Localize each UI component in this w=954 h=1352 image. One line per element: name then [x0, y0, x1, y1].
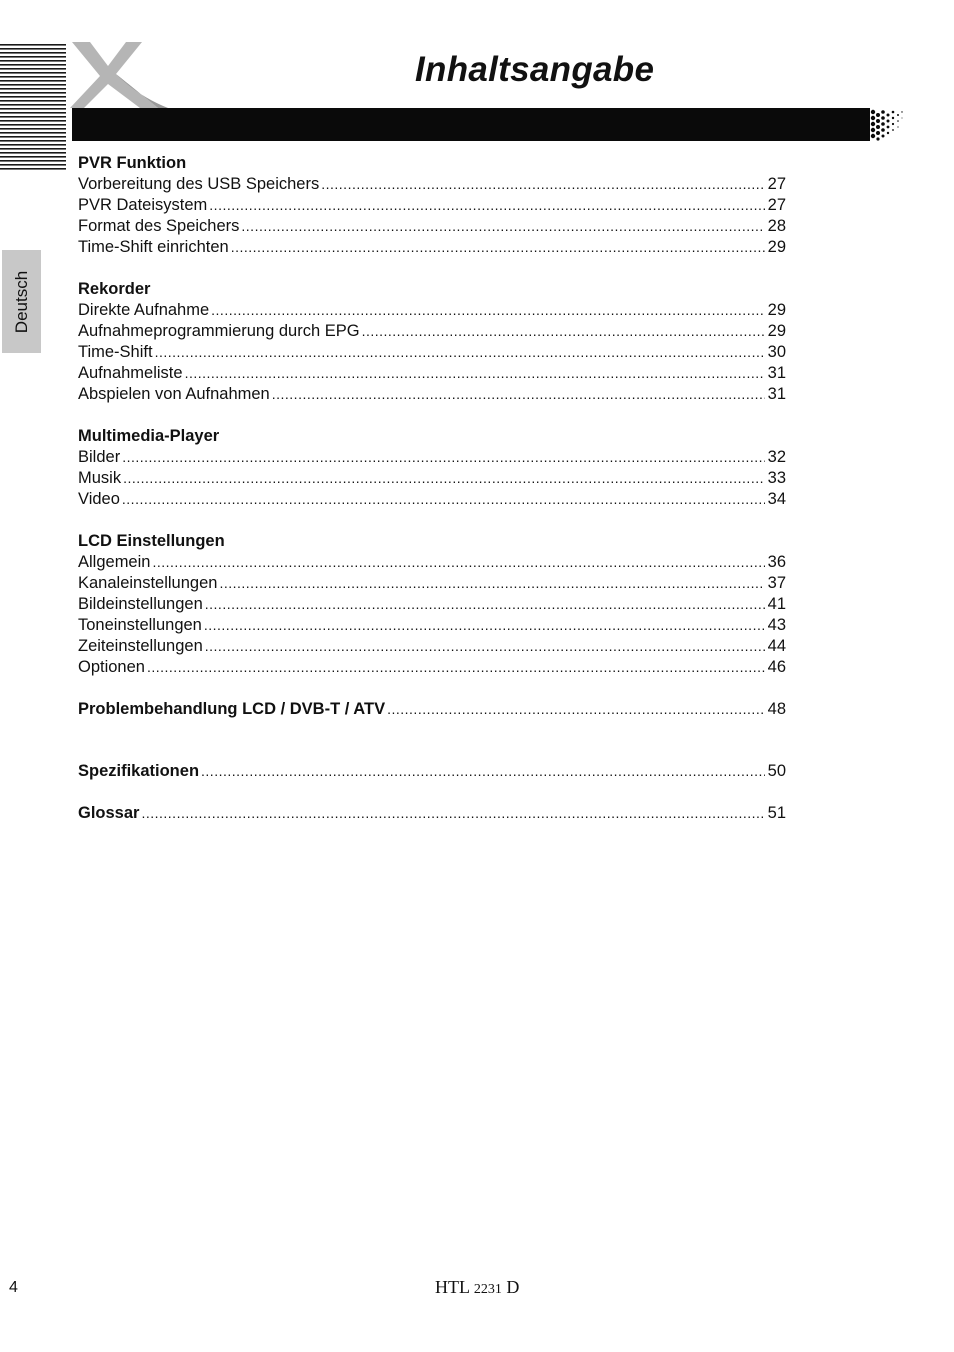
entry-page: 48: [767, 700, 786, 718]
entry-page: 51: [767, 804, 786, 822]
section-title: Rekorder: [78, 280, 151, 298]
toc-entry: [78, 342, 786, 363]
entry-label: Vorbereitung des USB Speichers: [78, 175, 320, 193]
dot-leader: [321, 174, 764, 195]
toc-entry-bold: [78, 699, 786, 720]
toc-entry: [78, 489, 786, 510]
entry-page: 29: [767, 238, 786, 256]
entry-label: Time-Shift: [78, 343, 153, 361]
dot-leader: [147, 657, 765, 678]
entry-page: 31: [767, 385, 786, 403]
entry-label: Problembehandlung LCD / DVB-T / ATV: [78, 700, 386, 718]
entry-page: 27: [767, 175, 786, 193]
decorative-stripes: [0, 44, 66, 172]
page-number: 4: [9, 1279, 18, 1296]
section-title: PVR Funktion: [78, 154, 187, 172]
entry-page: 46: [767, 658, 786, 676]
entry-label: Zeiteinstellungen: [78, 637, 203, 655]
entry-page: 29: [767, 301, 786, 319]
entry-page: 44: [767, 637, 786, 655]
entry-label: Kanaleinstellungen: [78, 574, 218, 592]
toc-entry: [78, 657, 786, 678]
entry-label: Aufnahmeliste: [78, 364, 183, 382]
toc-entry: [78, 594, 786, 615]
toc-section-multimedia: [78, 426, 786, 510]
dot-leader: [155, 342, 765, 363]
entry-page: 50: [767, 762, 786, 780]
entry-page: 41: [767, 595, 786, 613]
toc-entry: [78, 300, 786, 321]
toc-entry: [78, 615, 786, 636]
dot-leader: [362, 321, 765, 342]
entry-label: Bildeinstellungen: [78, 595, 203, 613]
model-number: 2231: [473, 1282, 502, 1297]
dot-leader: [209, 195, 764, 216]
dot-leader: [205, 636, 765, 657]
page-title: Inhaltsangabe: [415, 50, 655, 89]
x-logo-icon: [68, 40, 170, 110]
entry-label: Bilder: [78, 448, 121, 466]
toc-section-specifications: [78, 761, 786, 782]
toc-entry: [78, 216, 786, 237]
dot-leader: [185, 363, 765, 384]
toc-section-troubleshooting: [78, 699, 786, 720]
model-prefix: HTL: [435, 1277, 470, 1297]
toc-entry: [78, 468, 786, 489]
entry-page: 27: [767, 196, 786, 214]
toc-entry: [78, 636, 786, 657]
toc-entry: [78, 195, 786, 216]
entry-label: Video: [78, 490, 120, 508]
toc-entry: [78, 573, 786, 594]
dot-leader: [219, 573, 764, 594]
toc-entry: [78, 363, 786, 384]
section-title: Multimedia-Player: [78, 427, 220, 445]
entry-label: Glossar: [78, 804, 140, 822]
dot-leader: [241, 216, 764, 237]
entry-page: 32: [767, 448, 786, 466]
toc-entry: [78, 384, 786, 405]
dot-leader: [152, 552, 764, 573]
toc-entry: [78, 174, 786, 195]
entry-page: 43: [767, 616, 786, 634]
dot-leader: [387, 699, 765, 720]
dot-leader: [231, 237, 765, 258]
entry-label: Musik: [78, 469, 122, 487]
toc-entry-bold: [78, 803, 786, 824]
entry-page: 34: [767, 490, 786, 508]
entry-page: 37: [767, 574, 786, 592]
header-bar: [72, 108, 864, 141]
entry-label: Allgemein: [78, 553, 151, 571]
entry-label: PVR Dateisystem: [78, 196, 208, 214]
toc-entry: [78, 321, 786, 342]
entry-label: Toneinstellungen: [78, 616, 202, 634]
dot-leader: [122, 447, 764, 468]
entry-label: Format des Speichers: [78, 217, 240, 235]
entry-label: Direkte Aufnahme: [78, 301, 210, 319]
toc-entry: [78, 552, 786, 573]
entry-page: 30: [767, 343, 786, 361]
toc-entry-bold: [78, 761, 786, 782]
toc-section-rekorder: [78, 279, 786, 405]
model-suffix: D: [506, 1277, 520, 1297]
dot-leader: [201, 761, 765, 782]
dot-leader: [123, 468, 765, 489]
entry-label: Aufnahmeprogrammierung durch EPG: [78, 322, 360, 340]
entry-label: Abspielen von Aufnahmen: [78, 385, 270, 403]
toc-section-pvr: [78, 153, 786, 258]
dot-leader: [122, 489, 765, 510]
model-name: [435, 1277, 519, 1298]
toc-entry: [78, 447, 786, 468]
dot-leader: [141, 803, 764, 824]
entry-page: 31: [767, 364, 786, 382]
toc-entry: [78, 237, 786, 258]
section-title: LCD Einstellungen: [78, 532, 225, 550]
table-of-contents: [78, 153, 786, 845]
halftone-dots-icon: [862, 108, 904, 141]
entry-page: 28: [767, 217, 786, 235]
dot-leader: [211, 300, 764, 321]
dot-leader: [205, 594, 765, 615]
entry-page: 36: [767, 553, 786, 571]
language-tab: [2, 250, 41, 353]
entry-page: 33: [767, 469, 786, 487]
entry-label: Time-Shift einrichten: [78, 238, 229, 256]
toc-section-glossary: [78, 803, 786, 824]
entry-label: Spezifikationen: [78, 762, 200, 780]
language-tab-label: Deutsch: [11, 270, 31, 333]
toc-section-lcd: [78, 531, 786, 678]
entry-label: Optionen: [78, 658, 145, 676]
entry-page: 29: [767, 322, 786, 340]
dot-leader: [272, 384, 765, 405]
dot-leader: [204, 615, 765, 636]
